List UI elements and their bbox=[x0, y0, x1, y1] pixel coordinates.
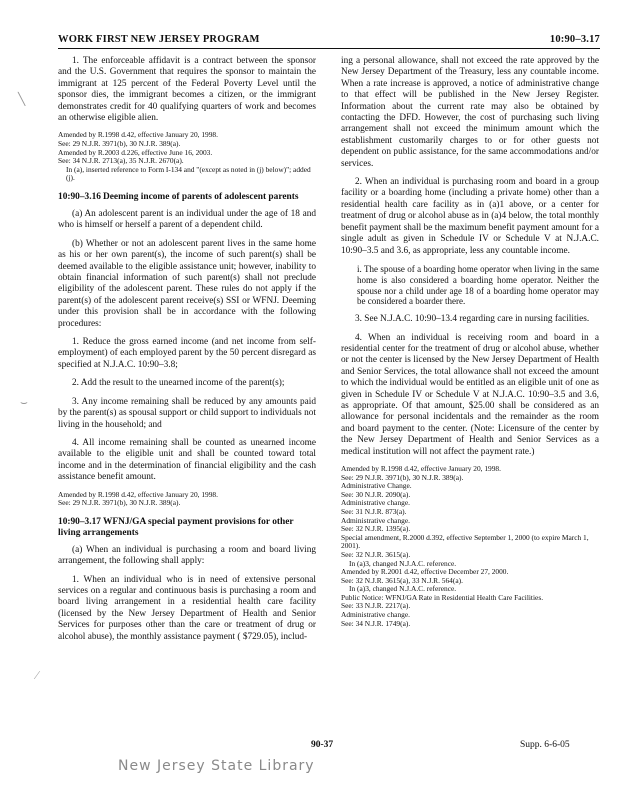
section-heading bbox=[58, 192, 316, 203]
section-title: WFNJ/GA special payment provisions for other living arrangements bbox=[58, 516, 294, 538]
history-line: Amended by R.1998 d.42, effective January 20, 1998. bbox=[341, 463, 501, 473]
list-item: 1. Reduce the gross earned income (and net income from self-employment) of each employed parent by the 50 percent disregard as specified at N.J.A.C. 10:90–3.8; bbox=[58, 337, 316, 370]
history-line: Administrative Change. bbox=[341, 481, 412, 491]
history-line: Amended by R.1998 d.42, effective January 20, 1998. bbox=[58, 130, 218, 140]
history-line: See: 33 N.J.R. 2217(a). bbox=[341, 601, 411, 611]
header-section: 10:90–3.17 bbox=[549, 34, 600, 45]
left-column bbox=[58, 56, 316, 650]
right-column bbox=[341, 56, 599, 637]
section-number: 10:90–3.16 bbox=[58, 192, 101, 202]
history-line: Administrative change. bbox=[341, 610, 410, 620]
margin-mark: ⌣ bbox=[20, 395, 28, 409]
section-number: 10:90–3.17 bbox=[58, 516, 101, 527]
history-line: See: 29 N.J.R. 3971(b), 30 N.J.R. 389(a). bbox=[58, 498, 181, 508]
history-line: Special amendment, R.2000 d.392, effective September 1, 2000 (to expire March 1, 2001). bbox=[341, 532, 589, 551]
list-item: 2. When an individual is purchasing room and board in a group facility or a boarding home (including a private home) other than a residential health care facility as in (a)1 above, or a center for treatment of drug or alcohol abuse as in (a)4 below, the total monthly benefit payment shall be the maximum benefit payment amount for a single adult as given in Schedule IV or Schedule V at N.J.A.C. 10:90–3.5 and 3.6, as appropriate, less any countable income. bbox=[341, 177, 599, 256]
header-rule bbox=[58, 48, 600, 49]
history-line: In (a)3, changed N.J.A.C. reference. bbox=[349, 584, 457, 594]
header-title: WORK FIRST NEW JERSEY PROGRAM bbox=[58, 34, 260, 45]
list-item: 3. See N.J.A.C. 10:90–13.4 regarding care in nursing facilities. bbox=[355, 314, 590, 325]
history-line: See: 32 N.J.R. 3615(a), 33 N.J.R. 564(a). bbox=[341, 575, 463, 585]
history-line: Public Notice: WFNJ/GA Rate in Residential Health Care Facilities. bbox=[341, 592, 544, 602]
history-line: See: 29 N.J.R. 3971(b), 30 N.J.R. 389(a). bbox=[58, 139, 181, 149]
history-line: See: 34 N.J.R. 1749(a). bbox=[341, 618, 411, 628]
history-line: Amended by R.2003 d.226, effective June 16, 2003. bbox=[58, 147, 213, 157]
history-line: See: 29 N.J.R. 3971(b), 30 N.J.R. 389(a). bbox=[341, 472, 464, 482]
margin-mark: ∕ bbox=[36, 668, 39, 682]
history-line: In (a), inserted reference to Form I-134 and "(except as noted in (j) below)"; added (j). bbox=[66, 164, 311, 183]
section-title: Deeming income of parents of adolescent parents bbox=[103, 192, 299, 202]
list-item: 4. When an individual is receiving room and board in a residential center for the treatment of drug or alcohol abuse, whether or not the center is licensed by the New Jersey Department of Health and Senior Services, the total allowance shall not exceed the amount to which the individual would be entitled as an eligible unit of one as given in Schedule IV or Schedule V at N.J.A.C. 10:90–3.5 and 3.6, as appropriate. Of that amount, $25.00 shall be considered as an allowance for personal incidentals and the remainder as the room and board payment to the center. (Note: Licensure of the center by the New Jersey Department of Health and Senior Services as a medical institution will not affect the payment rate.) bbox=[341, 332, 599, 457]
history-note bbox=[58, 131, 316, 183]
section-heading bbox=[58, 517, 316, 539]
paragraph: (a) An adolescent parent is an individual under the age of 18 and who is himself or herself a parent of a dependent child. bbox=[58, 209, 316, 231]
history-note bbox=[341, 465, 599, 628]
history-line: Administrative change. bbox=[341, 498, 410, 508]
supplement-date: Supp. 6-6-05 bbox=[520, 740, 570, 750]
history-line: Amended by R.1998 d.42, effective January 20, 1998. bbox=[58, 489, 218, 499]
paragraph: (a) When an individual is purchasing a room and board living arrangement, the following shall apply: bbox=[58, 544, 316, 567]
paragraph: 1. The enforceable affidavit is a contract between the sponsor and the U.S. Government that requires the sponsor to maintain the immigrant at 125 percent of the Federal Poverty Level until the sponsor dies, the immigrant becomes a citizen, or the immigrant demonstrates credit for 40 qualifying quarters of work and becomes an otherwise eligible alien. bbox=[58, 56, 316, 124]
list-item: 1. When an individual who is in need of extensive personal services on a regular and continuous basis is purchasing a room and board living arrangement in a residential health care facility (licensed by the New Jersey Department of Health and Senior Services for purposes other than the care or treatment of drug or alcohol abuse), the monthly assistance payment ( $729.05), includ- bbox=[58, 574, 316, 642]
history-line: See: 30 N.J.R. 2090(a). bbox=[341, 489, 411, 499]
paragraph: (b) Whether or not an adolescent parent lives in the same home as his or her own parent(s), the income of such parent(s) shall be deemed available to the eligible assistance unit; however, inability to obtain financial information of such parent(s) shall not preclude eligibility of the adolescent parent. These rules do not apply if the parent(s) of the adolescent parent receive(s) SSI or WFNJ. Deeming under this provision shall be in accordance with the following procedures: bbox=[58, 238, 316, 329]
history-line: Administrative change. bbox=[341, 515, 410, 525]
list-item: 4. All income remaining shall be counted as unearned income available to the eligible unit and shall be counted toward total income and in the determination of financial eligibility and the cash assistance benefit amount. bbox=[58, 437, 316, 483]
history-line: See: 32 N.J.R. 3615(a). bbox=[341, 549, 411, 559]
margin-mark: ╲ bbox=[18, 92, 26, 106]
sub-list-item: i. The spouse of a boarding home operator when living in the same home is also considered a boarding home operator. Neither the spouse nor a child under age 18 of a boarding home operator may be considered a boarder there. bbox=[357, 263, 599, 307]
list-item: 3. Any income remaining shall be reduced by any amounts paid by the parent(s) as spousal support or child support to individuals not living in the household; and bbox=[58, 396, 316, 430]
history-line: See: 34 N.J.R. 2713(a), 35 N.J.R. 2670(a). bbox=[58, 156, 184, 166]
history-note bbox=[58, 491, 316, 508]
paragraph: ing a personal allowance, shall not exceed the rate approved by the New Jersey Department of the Treasury, less any countable income. When a rate increase is approved, a notice of administrative change to that effect will be published in the New Jersey Register. Information about the current rate may also be obtained by contacting the DFD. However, the cost of purchasing such living arrangement shall not exceed the minimum amount which the establishment customarily charges to or for other guests not dependent on public assistance, for the same accommodations and/or services. bbox=[341, 56, 599, 169]
history-line: In (a)3, changed N.J.A.C. reference. bbox=[349, 558, 457, 568]
library-watermark: New Jersey State Library bbox=[118, 758, 315, 774]
history-line: See: 31 N.J.R. 873(a). bbox=[341, 506, 407, 516]
history-line: Amended by R.2001 d.42, effective December 27, 2000. bbox=[341, 567, 509, 577]
history-line: See: 32 N.J.R. 1395(a). bbox=[341, 524, 411, 534]
page-number: 90-37 bbox=[311, 740, 334, 750]
list-item: 2. Add the result to the unearned income of the parent(s); bbox=[72, 378, 285, 389]
